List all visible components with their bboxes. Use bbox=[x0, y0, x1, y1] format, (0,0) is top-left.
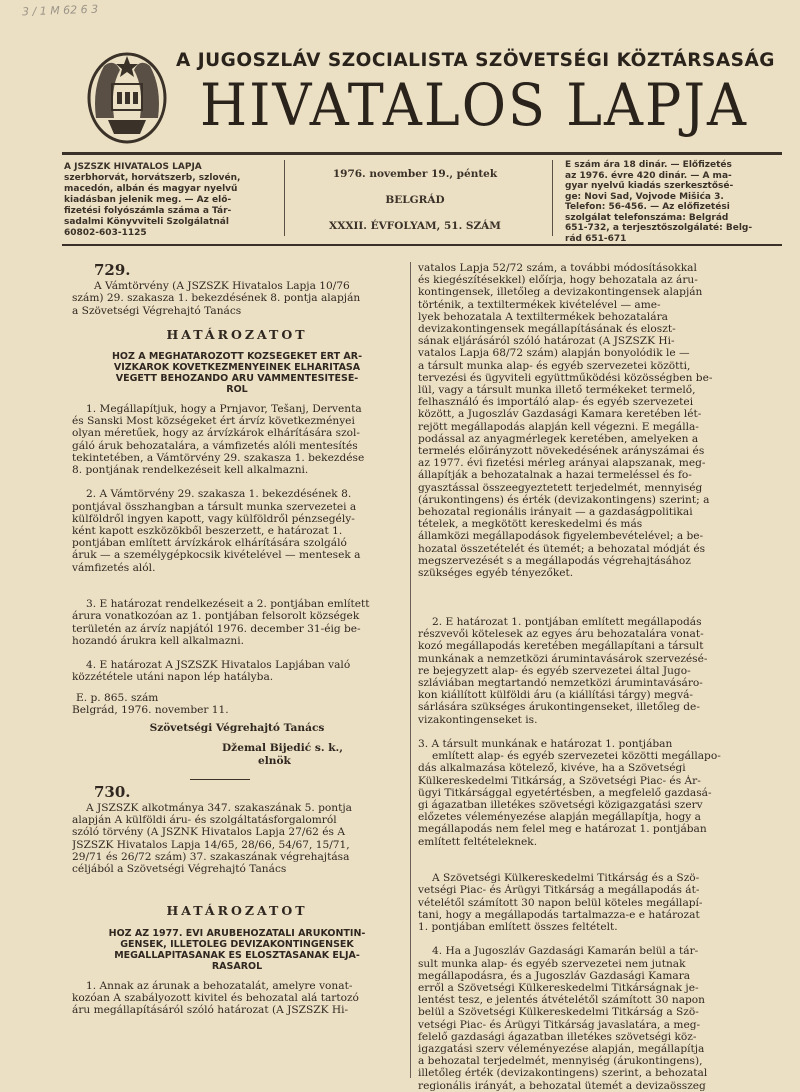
masthead-title: HIVATALOS LAPJA bbox=[200, 71, 748, 140]
price-line: szolgálat telefonszáma: Belgrád bbox=[565, 212, 729, 223]
text-line bbox=[72, 647, 402, 659]
text-line: kontingensek, illetőleg a devizakontingensek alapján bbox=[418, 286, 703, 299]
article-body bbox=[72, 980, 402, 1017]
text-line: előzetes véleményezése alapján megállapítja, hogy a bbox=[418, 811, 701, 824]
text-line: tani, hogy a megállapodás tartalmazza-e e határozat bbox=[418, 908, 700, 921]
text-line: az 1977. évi fizetési mérleg arányai alapszanak, meg- bbox=[418, 457, 706, 470]
text-line: JSZSZK Hivatalos Lapja 14/65, 28/66, 54/67, 15/71, bbox=[72, 838, 350, 851]
text-line: E. p. 865. szám bbox=[76, 691, 159, 704]
text-line: részvevői kötelesek az egyes áru behozatalára vonat- bbox=[418, 628, 704, 641]
text-line: között, a Jugoszláv Gazdasági Kamara keretében lét- bbox=[418, 408, 702, 421]
text-line: 3. E határozat rendelkezéseit a 2. pontjában említett bbox=[86, 598, 370, 611]
text-line bbox=[418, 579, 756, 591]
text-line: sának eljárásáról szóló határozat (A JSZSZK Hi- bbox=[418, 335, 675, 348]
header-bottom-rule bbox=[62, 244, 782, 246]
text-line: A JSZSZK alkotmánya 347. szakaszának 5. pontja bbox=[86, 801, 352, 814]
price-line: rád 651-671 bbox=[565, 233, 627, 244]
issue-info bbox=[300, 168, 530, 246]
text-line: re bejegyzett alap- és egyéb szervezetei által Jugo- bbox=[418, 664, 691, 677]
text-line: területén az árvíz napjától 1976. december 31-éig be- bbox=[72, 622, 361, 635]
text-line: szám) 29. szakasza 1. bekezdésének 8. pontja alapján bbox=[72, 292, 361, 305]
article-signature bbox=[72, 692, 402, 716]
spacer bbox=[72, 684, 402, 692]
section-subheading bbox=[72, 351, 402, 395]
article-number: 729. bbox=[94, 261, 131, 279]
text-line: tekintetében, a Vámtörvény 29. szakasza 1. bekezdése bbox=[72, 451, 365, 464]
article-intro bbox=[72, 802, 402, 887]
article-number: 730. bbox=[94, 782, 131, 801]
text-line: pontjával összhangban a társult munka szervezetei a bbox=[72, 500, 357, 513]
text-line: és Sanski Most községeket ért árvíz következményei bbox=[72, 415, 355, 428]
text-line: belül a Szövetségi Külkereskedelmi Titkárság a Szö- bbox=[418, 1006, 699, 1019]
text-line: 4. E határozat A JSZSZK Hivatalos Lapjában való bbox=[86, 659, 351, 672]
text-line: podással az anyagmérlegek keretében, amelyeken a bbox=[418, 432, 699, 445]
text-line: illetőleg érték (devizakontingens) szerint, a behozatal bbox=[418, 1067, 708, 1080]
text-line: HOZ A MEGHATÁROZOTT KÖZSÉGEKET ÉRT ÁR- bbox=[111, 351, 363, 363]
text-line: közzététele utáni napon lép hatályba. bbox=[72, 671, 274, 684]
text-line: gi ágazatban illetékes szövetségi közigazgatási szerv bbox=[418, 798, 703, 811]
text-line: olyan méretűek, hogy az árvízkárok elhárítására szol- bbox=[72, 427, 360, 440]
text-line: államközi megállapodások figyelembevételével; a be- bbox=[418, 530, 704, 543]
section-heading: HATÁROZATOT bbox=[166, 903, 308, 919]
text-line: VÍZKÁROK KÖVETKEZMÉNYEINEK ELHÁRÍTÁSA bbox=[113, 362, 361, 374]
info-divider bbox=[552, 160, 553, 236]
text-line: alapján A külföldi áru- és szolgáltatásforgalomról bbox=[72, 814, 337, 827]
issue-place: BELGRÁD bbox=[385, 194, 445, 206]
text-line: 1. Megállapítjuk, hogy a Prnjavor, Tešanj, Derventa bbox=[86, 403, 362, 416]
left-column bbox=[72, 262, 402, 1016]
price-line: ge: Novi Sad, Vojvode Mišića 3. bbox=[565, 191, 724, 202]
text-line: regionális irányát, a behozatal ütemét a devizaösszeg bbox=[418, 1079, 706, 1092]
text-line: ügyi Titkársággal egyetértésben, a megfelelő gazdasá- bbox=[418, 786, 712, 799]
text-line: felelő gazdasági ágazatban illetékes szövetségi köz- bbox=[418, 1030, 697, 1043]
publisher-line: fizetési folyószámla száma a Tár- bbox=[64, 206, 232, 216]
article-intro bbox=[72, 280, 402, 317]
text-line: 3. A társult munkának e határozat 1. pontjában bbox=[418, 737, 673, 750]
text-line bbox=[72, 586, 402, 598]
text-line: állapítják a behozatalnak a hazai termeléssel és fo- bbox=[418, 469, 692, 482]
text-line: rejött megállapodás alapján kell végezni. E megálla- bbox=[418, 420, 699, 433]
text-line: 2. E határozat 1. pontjában említett megállapodás bbox=[432, 615, 702, 628]
text-line: MEGÁLLAPÍTÁSÁNAK ÉS ELOSZTÁSÁNAK ELJÁ- bbox=[114, 949, 360, 961]
text-line bbox=[72, 574, 402, 586]
info-divider bbox=[284, 160, 285, 236]
price-line: az 1976. évre 420 dinár. — A ma- bbox=[565, 170, 732, 181]
publisher-line: sadalmi Könyvviteli Szolgálatnál bbox=[64, 217, 229, 227]
text-line: megállapodás nem felel meg e határozat 1. pontjában bbox=[418, 823, 707, 836]
text-line: kozó megállapodás keretében megállapítani a társult bbox=[418, 640, 704, 653]
text-line: vetségi Piac- és Árügyi Titkárság a megállapodás át- bbox=[418, 884, 700, 897]
publisher-line: macedón, albán és magyar nyelvű bbox=[64, 184, 238, 194]
text-line: vámfizetés alól. bbox=[72, 561, 156, 574]
text-line: megszervezését s a megállapodás végrehajtásához bbox=[418, 554, 691, 567]
price-line: 651-732, a terjesztőszolgálaté: Belg- bbox=[565, 223, 753, 233]
text-line: áru megállapításáról szóló határozat (A JSZSZK Hi- bbox=[72, 1003, 349, 1016]
text-line bbox=[418, 591, 756, 603]
publisher-line: A JSZSZK HIVATALOS LAPJA bbox=[64, 162, 202, 172]
article-separator bbox=[190, 779, 250, 780]
text-line bbox=[418, 604, 756, 616]
text-line: és kiegészítésekkel) előírja, hogy behozatala az áru- bbox=[418, 274, 698, 287]
right-column bbox=[418, 262, 756, 1092]
text-line: RÁSÁRÓL bbox=[211, 960, 263, 972]
text-line: hozandó árukra kell alkalmazni. bbox=[72, 634, 244, 647]
text-line: szükséges egyéb tényezőket. bbox=[418, 567, 574, 580]
text-line: vatalos Lapja 52/72 szám, a további módosításokkal bbox=[418, 262, 697, 274]
coat-of-arms-emblem bbox=[84, 48, 170, 146]
text-line: szóló törvény (A JSZNK Hivatalos Lapja 27/62 és A bbox=[72, 826, 346, 839]
text-line: igazgatási szerv véleményezése alapján, megállapítja bbox=[418, 1043, 705, 1055]
text-line: dás alkalmazása kötelező, kivéve, ha a Szövetségi bbox=[418, 762, 686, 775]
text-line: 2. A Vámtörvény 29. szakasza 1. bekezdésének 8. bbox=[86, 488, 352, 501]
text-line: a behozatal terjedelmét, mennyiség (árukontingens), bbox=[418, 1055, 703, 1068]
price-line: Telefon: 56-456. — Az előfizetési bbox=[565, 202, 730, 212]
text-line: 29/71 és 26/72 szám) 37. szakaszának végrehajtása bbox=[72, 850, 350, 863]
pencil-annotation: 3 / 1 M 62 6 3 bbox=[21, 2, 99, 19]
text-line: (árukontingens) és érték (devizakontingens) szerint; a bbox=[418, 493, 710, 506]
text-line: devizakontingensek megállapításának és eloszt- bbox=[418, 323, 676, 336]
text-line: A Szövetségi Külkereskedelmi Titkárság és a Szö- bbox=[432, 872, 700, 885]
publisher-line: 60802-603-1125 bbox=[64, 228, 147, 238]
text-line: céljából a Szövetségi Végrehajtó Tanács bbox=[72, 862, 287, 875]
price-line: gyar nyelvű kiadás szerkesztősé- bbox=[565, 181, 734, 191]
text-line: 8. pontjának rendelkezéseit kell alkalmazni. bbox=[72, 464, 309, 477]
text-line: sult munka alap- és egyéb szervezetei nem jutnak bbox=[418, 957, 686, 970]
issue-volume: XXXII. ÉVFOLYAM, 51. SZÁM bbox=[329, 220, 501, 232]
section-subheading bbox=[72, 928, 402, 972]
text-line: külföldről ingyen kapott, vagy külföldről pénzsegély- bbox=[72, 512, 355, 525]
text-line: RŐL bbox=[226, 384, 248, 396]
text-line: áruk — a személygépkocsik kivételével — mentesek a bbox=[72, 549, 361, 562]
text-line: Belgrád, 1976. november 11. bbox=[72, 703, 229, 716]
text-line: pontjában említett árvízkárok elhárítására szolgáló bbox=[72, 537, 347, 550]
text-line: említett alap- és egyéb szervezetei közötti megállapo- bbox=[432, 750, 721, 763]
text-line: 1. Annak az árunak a behozatalát, amelyre vonat- bbox=[86, 979, 353, 992]
issue-date: 1976. november 19., péntek bbox=[332, 168, 498, 180]
text-line: vetségi Piac- és Árügyi Titkárság javaslatára, a meg- bbox=[418, 1018, 701, 1031]
text-line: VÉGETT BEHOZANDÓ ÁRU VÁMMENTESÍTÉSÉ- bbox=[115, 373, 359, 385]
signing-body: Szövetségi Végrehajtó Tanács bbox=[149, 722, 325, 735]
text-line: szláviában megtartandó nemzetközi árumintavásáro- bbox=[418, 676, 703, 689]
text-line: megállapodásra, és a Jugoszláv Gazdasági Kamara bbox=[418, 969, 691, 982]
signatory-title: elnök bbox=[258, 754, 291, 767]
text-line: behozatal regionális irányait — a gazdaságpolitikai bbox=[418, 506, 693, 519]
text-line: a társult munka alap- és egyéb szervezetei közötti, bbox=[418, 359, 691, 372]
text-line: kon kiállított külföldi áru (a kiállítási tárgy) megvá- bbox=[418, 689, 693, 702]
text-line: ként kapott eszközökből beszerzett, e határozat 1. bbox=[72, 525, 343, 538]
text-line: árura vonatkozóan az 1. pontjában felsorolt községek bbox=[72, 610, 360, 623]
text-line: erről a Szövetségi Külkereskedelmi Titkárságnak je- bbox=[418, 981, 699, 994]
text-line: kozóan A szabályozott kivitel és behozatal alá tartozó bbox=[72, 991, 359, 1004]
text-line: Külkereskedelmi Titkárság, a Szövetségi Piac- és Ár- bbox=[418, 774, 701, 787]
publisher-info bbox=[64, 162, 270, 239]
text-line: tételek, a megkötött kereskedelmi és más bbox=[418, 518, 643, 531]
price-line: E szám ára 18 dinár. — Előfizetés bbox=[565, 160, 732, 170]
section-heading: HATÁROZATOT bbox=[166, 326, 308, 342]
text-line: tervezési és ügyviteli együttműködési közösségben be- bbox=[418, 371, 713, 384]
article-body bbox=[418, 262, 756, 1092]
text-line: termelés előirányzott növekedésének arányszámai és bbox=[418, 445, 705, 458]
text-line bbox=[418, 848, 756, 860]
text-line: lentést tesz, e jelentés átvételétől számított 30 napon bbox=[418, 994, 706, 1007]
text-line: 1. pontjában említett összes feltételt. bbox=[418, 920, 618, 933]
text-line: hozatal összetételét és ütemét; a behozatal módját és bbox=[418, 542, 706, 555]
text-line: vételétől számított 30 napon belül köteles megállapí- bbox=[418, 896, 703, 909]
column-divider bbox=[410, 262, 411, 1078]
text-line: gyasztással összeegyeztetett terjedelmét, mennyiség bbox=[418, 481, 703, 494]
text-line: lül, vagy a társult munka illető termékeket termelő, bbox=[418, 384, 696, 397]
text-line bbox=[418, 933, 756, 945]
text-line: 4. Ha a Jugoszláv Gazdasági Kamarán belül a tár- bbox=[432, 945, 699, 958]
price-info bbox=[565, 160, 781, 244]
masthead-rule bbox=[62, 152, 782, 155]
text-line bbox=[418, 860, 756, 872]
text-line: történik, a textiltermékek kivételével — ame- bbox=[418, 298, 661, 311]
text-line: munkának a nemzetközi árumintavásárok szervezésé- bbox=[418, 652, 708, 665]
text-line: vatalos Lapja 68/72 szám) alapján bonyolódik le — bbox=[418, 347, 690, 360]
text-line: felhasználó és importáló alap- és egyéb szervezetei bbox=[418, 396, 694, 409]
text-line bbox=[72, 476, 402, 488]
text-line: sárlására szükséges árukontingenseket, illetőleg de- bbox=[418, 701, 700, 714]
article-body bbox=[72, 403, 402, 684]
spacer bbox=[72, 734, 402, 742]
text-line: HOZ AZ 1977. ÉVI ÁRUBEHOZATALI ÁRUKONTIN- bbox=[108, 927, 366, 939]
publisher-line: kiadásban jelenik meg. — Az elő- bbox=[64, 195, 232, 205]
signatory-name: Džemal Bijedić s. k., bbox=[222, 742, 343, 755]
masthead-kicker: A JUGOSZLÁV SZOCIALISTA SZÖVETSÉGI KÖZTÁRSASÁG bbox=[176, 50, 775, 71]
text-line bbox=[72, 875, 402, 887]
text-line bbox=[418, 726, 756, 738]
text-line: A Vámtörvény (A JSZSZK Hivatalos Lapja 10/76 bbox=[94, 280, 350, 293]
text-line: lyek behozatala A textiltermékek behozatalára bbox=[418, 310, 668, 323]
text-line: vizakontingenseket is. bbox=[418, 713, 538, 726]
text-line: említett feltételeknek. bbox=[418, 835, 538, 848]
text-line: GENSEK, ILLETŐLEG DEVIZAKONTINGENSEK bbox=[120, 938, 354, 950]
text-line: a Szövetségi Végrehajtó Tanács bbox=[72, 304, 242, 317]
text-line: gáló áruk behozatalára, a vámfizetés alóli mentesítés bbox=[72, 439, 358, 452]
publisher-line: szerbhorvát, horvátszerb, szlovén, bbox=[64, 173, 241, 183]
